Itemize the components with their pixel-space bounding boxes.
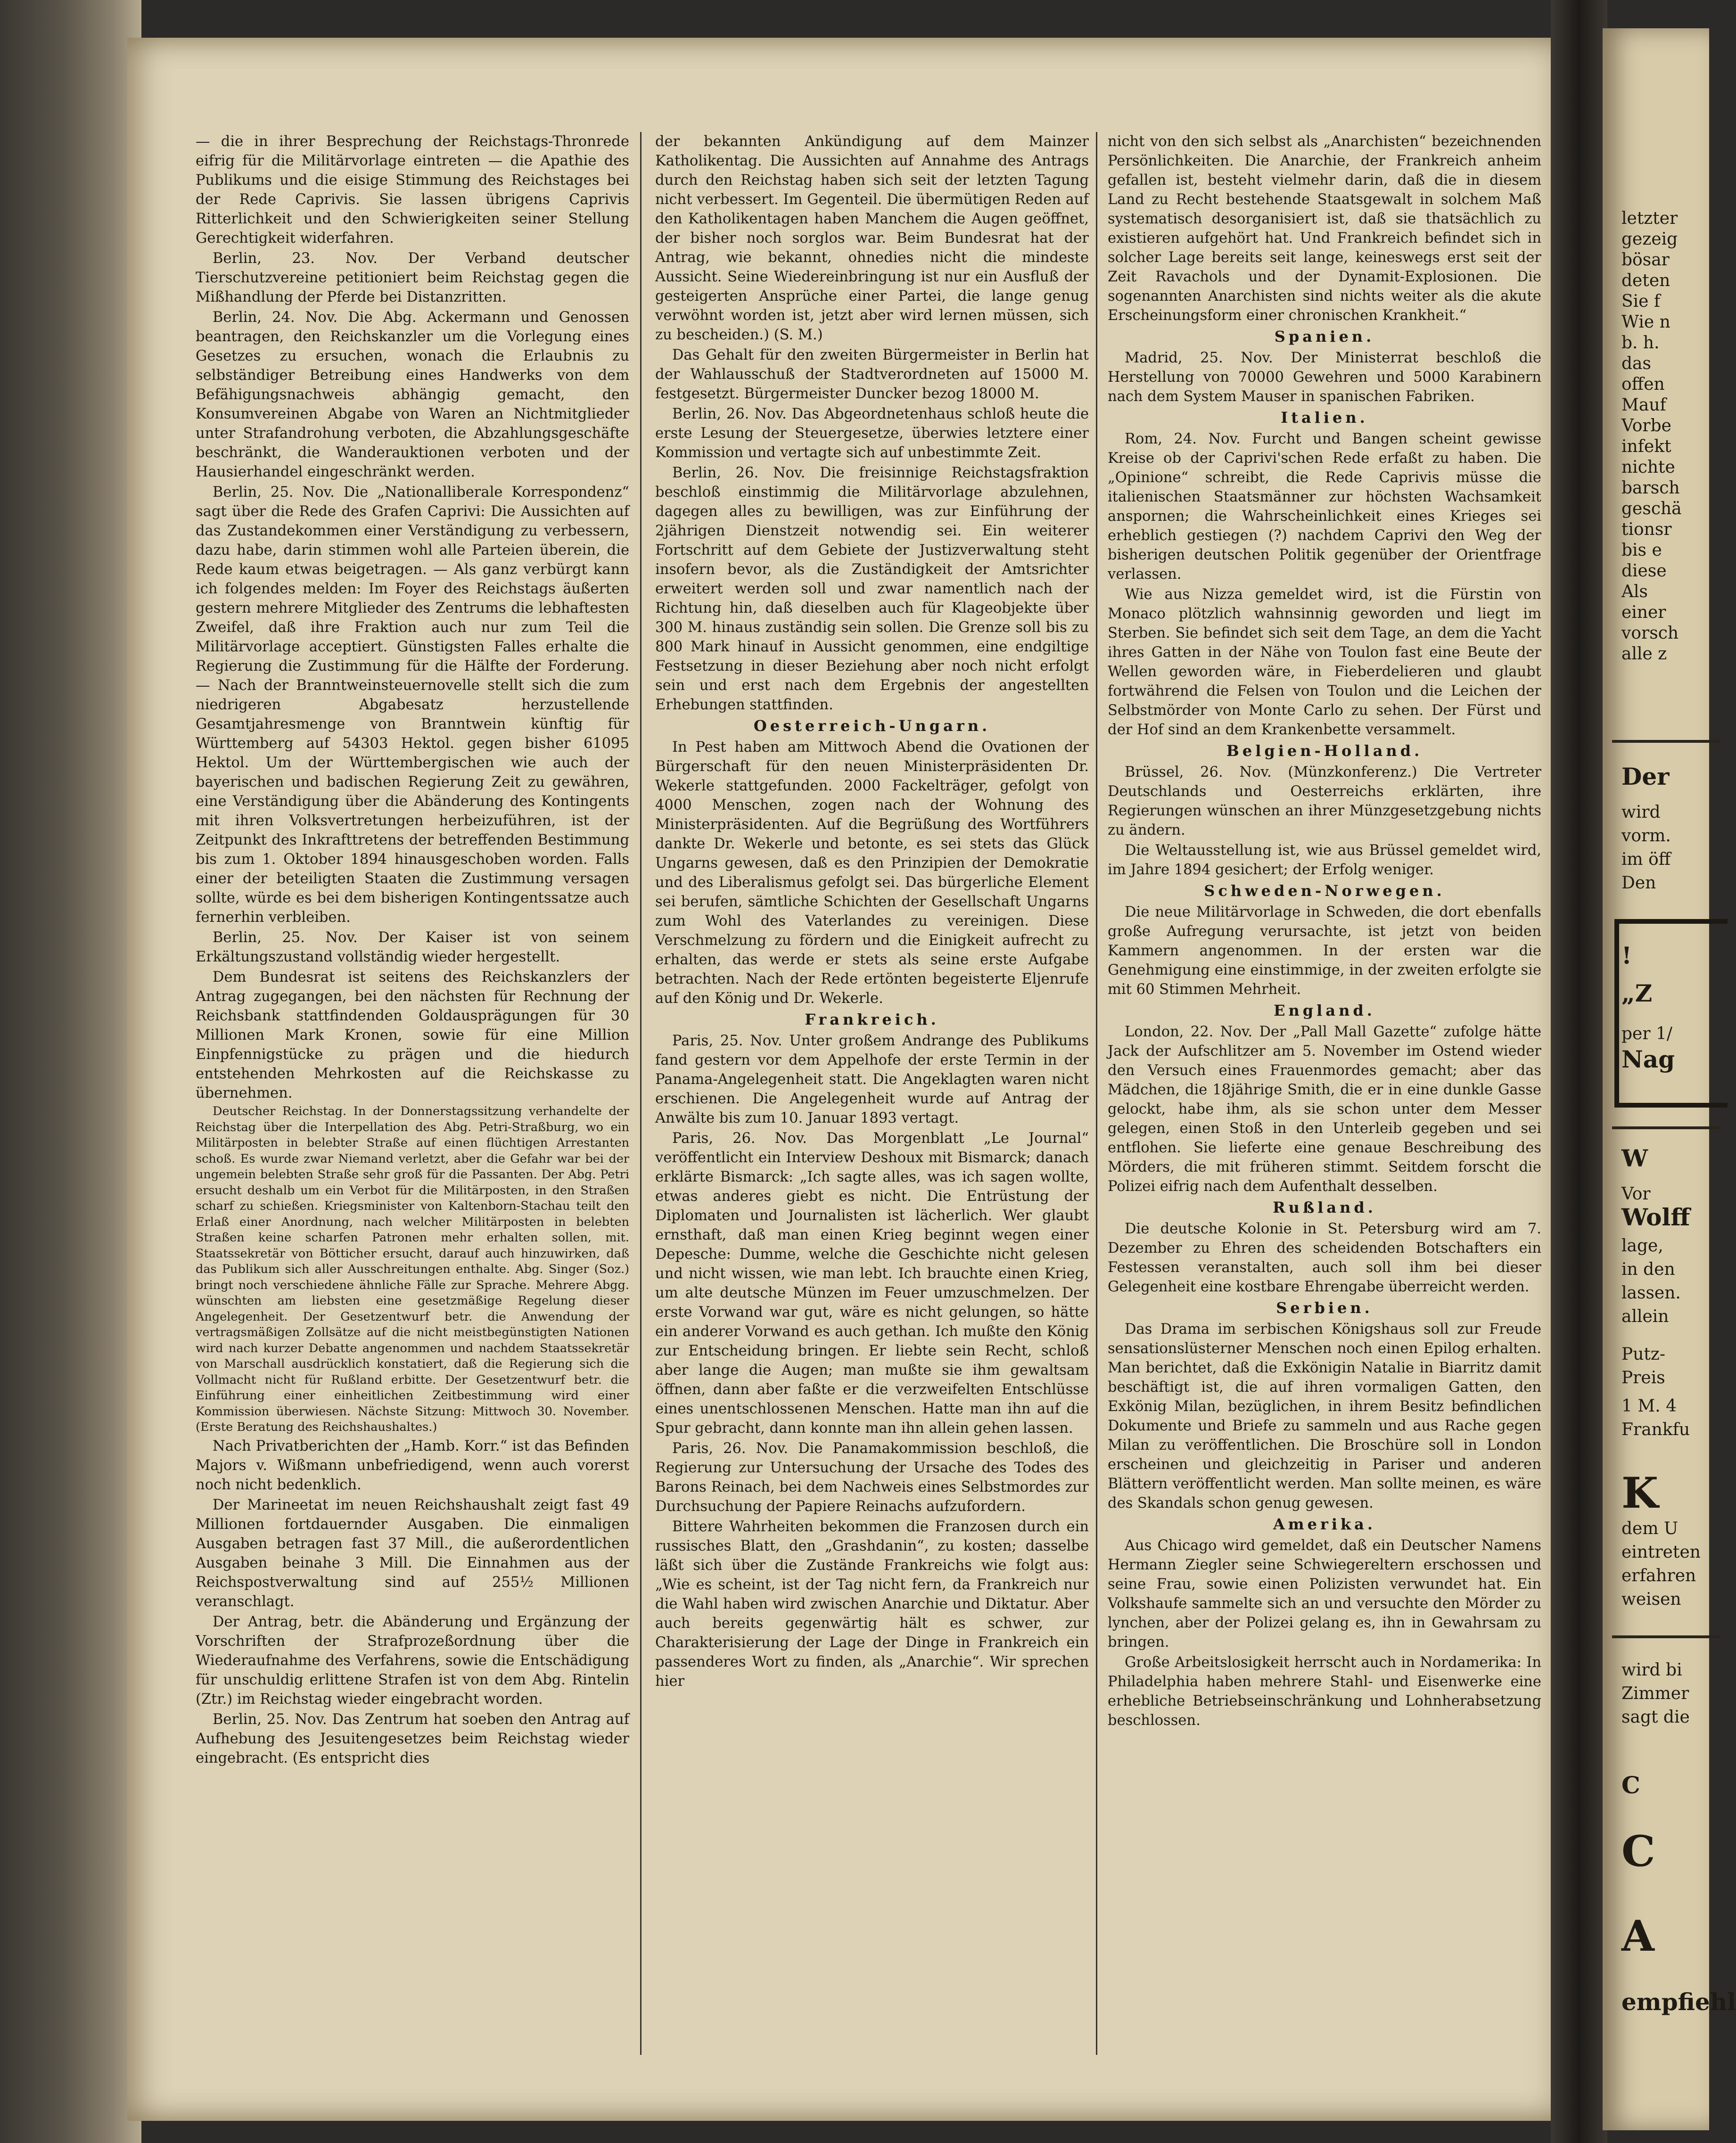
next-page-fragment: geschä <box>1621 499 1682 518</box>
news-paragraph: Große Arbeitslosigkeit herrscht auch in Nordamerika: In Philadelphia haben mehrere Stahl- und Eisenwerke eine erhebliche Betriebseinschränkung und Lohnherabsetzung beschlossen. <box>1108 1654 1541 1729</box>
next-page-fragment: Preis <box>1621 1368 1665 1388</box>
next-page-fragment: Zimmer <box>1621 1684 1689 1703</box>
next-page-fragment: offen <box>1621 375 1665 394</box>
divider <box>1612 740 1720 743</box>
next-page-fragment: Vor <box>1621 1184 1651 1204</box>
news-paragraph: — die in ihrer Besprechung der Reichstags-Thronrede eifrig für die Militärvorlage eintreten — die Apathie des Publikums und die eisige Stimmung des Reichstages bei der Rede Caprivis. Sie lassen übrigens Caprivis Ritterlichkeit und den Schwierigkeiten seiner Stellung Gerechtigkeit widerfahren. <box>196 133 629 246</box>
next-page-fragment: C <box>1621 1826 1655 1876</box>
next-page-fragment: gezeig <box>1621 230 1678 249</box>
next-page-fragment: C <box>1621 1771 1640 1799</box>
news-paragraph: Berlin, 25. Nov. Die „Nationalliberale Korrespondenz“ sagt über die Rede des Grafen Caprivi: Die Aussichten auf das Zustandekommen einer Verständigung zu verbessern, dazu habe, darin stimmen wohl alle Parteien überein, die Rede kaum etwas beigetragen. — Als ganz verbürgt kann ich folgendes melden: Im Foyer des Reichstags äußerten gestern mehrere Mitglieder des Zentrums die lebhaftesten Zweifel, daß ihre Fraktion auch nur zum Teil die Militärvorlage acceptiert. Günstigsten Falles erhalte die Regierung die Zustimmung für die Hälfte der Forderung. — Nach der Branntweinsteuernovelle stellt sich die zum niedrigeren Abgabesatz herzustellende Gesamtjahresmenge von Branntwein künftig für Württemberg auf 54303 Hektol. gegen bisher 61095 Hektol. Um der Württembergischen wie auch der bayerischen und badischen Regierung Zeit zu gewähren, eine Verständigung über die Abänderung des Kontingents mit ihren Volksvertretungen herbeizuführen, ist der Zeitpunkt des Inkrafttretens der betreffenden Bestimmung bis zum 1. Oktober 1894 hinausgeschoben worden. Falls einer der beteiligten Staaten die Zustimmung versagen sollte, würde es bei dem bisherigen Kontingentssatze auch fernerhin verbleiben. <box>196 484 629 926</box>
next-page-fragment: Frankfu <box>1621 1420 1690 1439</box>
divider <box>1612 1635 1720 1638</box>
next-page-fragment: bis e <box>1621 541 1662 560</box>
next-page-fragment: dem U <box>1621 1519 1678 1538</box>
next-page-fragment: lage, <box>1621 1236 1663 1256</box>
next-page-fragment: K <box>1621 1468 1659 1518</box>
news-paragraph: Berlin, 25. Nov. Das Zentrum hat soeben den Antrag auf Aufhebung des Jesuitengesetzes beim Reichstag wieder eingebracht. (Es entspricht dies <box>196 1711 629 1766</box>
next-page-fragment: erfahren <box>1621 1566 1696 1585</box>
news-paragraph: Dem Bundesrat ist seitens des Reichskanzlers der Antrag zugegangen, bei den nächsten für Rechnung der Reichsbank stattfindenden Goldausprägungen für 30 Millionen Mark Kronen, sowie für eine Million Einpfennigstücke zu prägen und die hiedurch entstehenden Mehrkosten auf die Reichskasse zu übernehmen. <box>196 969 629 1101</box>
news-paragraph: Paris, 26. Nov. Das Morgenblatt „Le Journal“ veröffentlicht ein Interview Deshoux mit Bismarck; danach erklärte Bismarck: „Ich sagte alles, was ich sagen wollte, etwas anderes giebt es nicht. Die Entrüstung der Diplomaten und Journalisten ist lächerlich. Wer glaubt ernsthaft, daß man einen Krieg beginnt wegen einer Depesche: Dumme, welche die Geschichte nicht gelesen und nicht wissen, wie man lebt. Ich brauchte einen Krieg, um alte deutsche Münzen im Feuer umzuschmelzen. Der erste Vorwand war gut, wäre es nicht gelungen, so hätte ein anderer Vorwand es auch gethan. Ich mußte den König zur Entscheidung bringen. Er liebte sein Recht, schloß aber lange die Augen; man mußte sie ihm gewaltsam öffnen, dann aber faßte er die verzweifelten Entschlüsse eines unentschlossenen Menschen. Hatte man ihn auf die Spur gebracht, dann konnte man ihn allein gehen lassen. <box>655 1130 1089 1437</box>
section-heading: Frankreich. <box>805 1010 939 1028</box>
section-heading: Belgien-Holland. <box>1226 742 1423 760</box>
section-heading: Serbien. <box>1276 1299 1373 1317</box>
next-page-fragment: Den <box>1621 873 1656 893</box>
next-page-fragment: nichte <box>1621 458 1675 477</box>
news-paragraph: Das Drama im serbischen Königshaus soll zur Freude sensationslüsterner Menschen noch einen Epilog erhalten. Man berichtet, daß die Exkönigin Natalie in Biarritz damit beschäftigt ist, die auf ihren vormaligen Gatten, den Exkönig Milan, bezüglichen, in ihrem Besitz befindlichen Dokumente und Briefe zu sammeln und aus Rache gegen Milan zu veröffentlichen. Die Broschüre soll in London erscheinen und gleichzeitig in Pariser und anderen Blättern veröffentlicht werden. Man sollte meinen, es wäre des Skandals schon genug gewesen. <box>1108 1321 1541 1511</box>
next-page-fragment: tionsr <box>1621 520 1672 539</box>
news-paragraph: In Pest haben am Mittwoch Abend die Ovationen der Bürgerschaft für den neuen Ministerpräsidenten Dr. Wekerle stattgefunden. 2000 Fackelträger, gefolgt von 4000 Menschen, zogen nach der Wohnung des Ministerpräsidenten. Auf die Begrüßung des Wortführers dankte Dr. Wekerle und betonte, es sei stets das Glück Ungarns gewesen, daß es den Prinzipien der Demokratie und des Liberalismus gefolgt sei. Das bürgerliche Element sei berufen, sämtliche Schichten der Gesellschaft Ungarns zum Wohl des Vaterlandes zu vereinigen. Diese Verschmelzung zu fördern und die Einigkeit aufrecht zu erhalten, das werde er stets als seine erste Aufgabe betrachten. Nach der Rede ertönten begeisterte Eljenrufe auf den König und Dr. Wekerle. <box>655 739 1089 1007</box>
next-page-fragment: W <box>1621 1144 1648 1172</box>
next-page-fragment: deten <box>1621 271 1670 290</box>
news-paragraph: nicht von den sich selbst als „Anarchisten“ bezeichnenden Persönlichkeiten. Die Anarchie, der Frankreich anheim gefallen ist, besteht vielmehr darin, daß die in diesem Land zu Recht bestehende Staatsgewalt in solchem Maß systematisch desorganisiert ist, daß sie thatsächlich zu existieren aufgehört hat. Und Frankreich befindet sich in solcher Lage bereits seit lange, keineswegs erst seit der Zeit Ravachols und der Dynamit-Explosionen. Die sogenannten Anarchisten sind nichts weiter als die akute Erscheinungsform einer chronischen Krankheit.“ <box>1108 133 1541 324</box>
article-column-2 <box>655 132 1089 2055</box>
next-page-fragment: per 1/ <box>1621 1024 1673 1043</box>
next-page-fragment: barsch <box>1621 478 1680 498</box>
article-column-1 <box>196 132 629 2055</box>
news-paragraph: Die Weltausstellung ist, wie aus Brüssel gemeldet wird, im Jahre 1894 gesichert; der Erfolg weniger. <box>1108 842 1541 878</box>
next-page-fragment: A <box>1621 1911 1654 1961</box>
next-page-fragment: Wolff <box>1621 1203 1690 1231</box>
next-page-fragment: Als <box>1621 582 1648 601</box>
news-paragraph: Berlin, 26. Nov. Das Abgeordnetenhaus schloß heute die erste Lesung der Steuergesetze, überwies letztere einer Kommission und vertagte sich auf unbestimmte Zeit. <box>655 406 1089 461</box>
next-page-fragment: Wie n <box>1621 312 1670 332</box>
section-heading: Italien. <box>1281 409 1368 427</box>
section-heading: Amerika. <box>1273 1515 1376 1533</box>
next-page-fragment: im öff <box>1621 850 1671 869</box>
next-page-fragment: eintreten <box>1621 1543 1701 1562</box>
next-page-fragment: ! <box>1621 942 1632 969</box>
news-paragraph: Das Gehalt für den zweiten Bürgermeister in Berlin hat der Wahlausschuß der Stadtverordneten auf 15000 M. festgesetzt. Bürgermeister Duncker bezog 18000 M. <box>655 347 1089 402</box>
news-paragraph: Nach Privatberichten der „Hamb. Korr.“ ist das Befinden Majors v. Wißmann unbefriedigend, wenn auch vorerst noch nicht bedenklich. <box>196 1437 629 1493</box>
news-paragraph: Wie aus Nizza gemeldet wird, ist die Fürstin von Monaco plötzlich wahnsinnig geworden und liegt im Sterben. Sie befindet sich seit dem Tage, an dem die Yacht ihres Gatten in der Nähe von Toulon fast eine Beute der Wellen geworden wäre, in Fieberdelieren und glaubt fortwährend die Felsen von Toulon und die Leichen der Selbstmörder von Monte Carlo zu sehen. Der Fürst und der Hof sind an dem Krankenbette versammelt. <box>1108 586 1541 738</box>
news-paragraph: Madrid, 25. Nov. Der Ministerrat beschloß die Herstellung von 70000 Gewehren und 5000 Karabinern nach dem System Mauser in spanischen Fabriken. <box>1108 350 1541 405</box>
next-page-fragment: diese <box>1621 561 1667 581</box>
column-rule <box>1096 132 1097 2055</box>
page-gutter <box>1551 0 1607 2143</box>
next-page-fragment: Sie f <box>1621 292 1661 311</box>
divider <box>1612 1126 1720 1129</box>
next-page-fragment: letzter <box>1621 209 1678 228</box>
news-paragraph: Die deutsche Kolonie in St. Petersburg wird am 7. Dezember zu Ehren des scheidenden Botschafters ein Festessen veranstalten, auch soll ihm bei dieser Gelegenheit eine kostbare Ehrengabe überreicht werden. <box>1108 1221 1541 1295</box>
next-page-fragment: in den <box>1621 1260 1675 1279</box>
news-paragraph: Berlin, 23. Nov. Der Verband deutscher Tierschutzvereine petitioniert beim Reichstag gegen die Mißhandlung der Pferde bei Distanzritten. <box>196 250 629 305</box>
next-page-fragment: Putz- <box>1621 1345 1666 1364</box>
news-paragraph: Berlin, 26. Nov. Die freisinnige Reichstagsfraktion beschloß einstimmig die Militärvorlage abzulehnen, dagegen alles zu bewilligen, was zur Einführung der 2jährigen Dienstzeit notwendig sei. Ein weiterer Fortschritt auf dem Gebiete der Justizverwaltung steht insofern bevor, als die Zuständigkeit der Amtsrichter erweitert werden soll und zwar namentlich nach der Richtung hin, daß dieselben auch für Klageobjekte über 300 M. hinaus zuständig sein sollen. Die Grenze soll bis zu 800 Mark hinauf in Aussicht genommen, eine endgiltige Festsetzung in dieser Beziehung aber noch nicht erfolgt sein und erst nach dem Ergebnis der angestellten Erhebungen stattfinden. <box>655 465 1089 713</box>
news-paragraph: Berlin, 24. Nov. Die Abg. Ackermann und Genossen beantragen, den Reichskanzler um die Vorlegung eines Gesetzes zu ersuchen, wonach die Erlaubnis zu selbständiger Betreibung eines Handwerks von dem Befähigungsnachweis abhängig gemacht, den Konsumvereinen Abgabe von Waren an Nichtmitglieder unter Strafandrohung verboten, die Abzahlungsgeschäfte beschränkt, die Wanderauktionen verboten und der Hausierhandel eingeschränkt werden. <box>196 309 629 480</box>
next-page-fragment: infekt <box>1621 437 1671 456</box>
article-column-3 <box>1108 132 1541 2055</box>
next-page-fragment: bösar <box>1621 250 1670 270</box>
book-binding <box>0 0 141 2143</box>
next-page-fragment: wird <box>1621 803 1661 822</box>
next-page-fragment: weisen <box>1621 1590 1681 1609</box>
next-page-fragment: Der <box>1621 763 1670 790</box>
column-rule <box>640 132 642 2055</box>
next-page-fragment: alle z <box>1621 644 1667 664</box>
next-page-fragment: b. h. <box>1621 333 1660 353</box>
news-paragraph: Brüssel, 26. Nov. (Münzkonferenz.) Die Vertreter Deutschlands und Oesterreichs erklärten, ihre Regierungen wünschen an ihrer Münzgesetzgebung nichts zu ändern. <box>1108 764 1541 838</box>
section-heading: Spanien. <box>1274 328 1375 345</box>
section-heading: Rußland. <box>1273 1199 1376 1216</box>
next-page-fragment: 1 M. 4 <box>1621 1396 1677 1416</box>
news-paragraph: Der Marineetat im neuen Reichshaushalt zeigt fast 49 Millionen fortdauernder Ausgaben. Die einmaligen Ausgaben betragen fast 37 Mill., die außerordentlichen Ausgaben beinahe 3 Mill. Die Einnahmen aus der Reichspostverwaltung sind auf 255½ Millionen veranschlagt. <box>196 1496 629 1610</box>
next-page-fragment: einer <box>1621 603 1666 622</box>
news-paragraph: Paris, 25. Nov. Unter großem Andrange des Publikums fand gestern vor dem Appelhofe der erste Termin in der Panama-Angelegenheit statt. Die Angeklagten waren nicht erschienen. Die Angelegenheit wurde auf Antrag der Anwälte bis zum 10. Januar 1893 vertagt. <box>655 1033 1089 1126</box>
news-paragraph: Berlin, 25. Nov. Der Kaiser ist von seinem Erkältungszustand vollständig wieder hergestellt. <box>196 929 629 965</box>
next-page-edge <box>1603 28 1736 2130</box>
section-heading: Oesterreich-Ungarn. <box>753 717 991 735</box>
next-page-fragment: Nag <box>1621 1045 1675 1073</box>
section-heading: England. <box>1274 1002 1375 1019</box>
news-paragraph: Paris, 26. Nov. Die Panamakommission beschloß, die Regierung zur Untersuchung der Ursache des Todes des Barons Reinach, bei dem Nachweis eines Selbstmordes zur Durchsuchung der Papiere Reinachs aufzufordern. <box>655 1440 1089 1515</box>
news-paragraph: Die neue Militärvorlage in Schweden, die dort ebenfalls große Aufregung verursachte, ist jetzt von beiden Kammern angenommen. In der ersten war die Genehmigung eine einstimmige, in der zweiten erfolgte sie mit 60 Stimmen Mehrheit. <box>1108 904 1541 998</box>
next-page-fragment: allein <box>1621 1307 1669 1326</box>
next-page-fragment: vorm. <box>1621 826 1671 846</box>
next-page-fragment: lassen. <box>1621 1283 1681 1303</box>
news-paragraph: Aus Chicago wird gemeldet, daß ein Deutscher Namens Hermann Ziegler seine Schwiegereltern erschossen und seine Frau, sowie einen Polizisten verwundet hat. Ein Volkshaufe sammelte sich an und versuchte den Mörder zu lynchen, aber der Polizei gelang es, ihn in Gewahrsam zu bringen. <box>1108 1537 1541 1650</box>
next-page-fragment: Vorbe <box>1621 416 1671 435</box>
section-heading: Schweden-Norwegen. <box>1204 882 1445 900</box>
news-paragraph: der bekannten Ankündigung auf dem Mainzer Katholikentag. Die Aussichten auf Annahme des Antrags durch den Reichstag haben sich seit der letzten Tagung nicht verbessert. Im Gegenteil. Die übermütigen Reden auf den Katholikentagen haben Manchem die Augen geöffnet, der bisher noch sorglos war. Beim Bundesrat hat der Antrag, wie bekannt, ohnedies nicht die mindeste Aussicht. Seine Wiedereinbringung ist nur ein Ausfluß der gesteigerten Ansprüche einer Partei, die lange genug verwöhnt worden ist, jetzt aber wird lernen müssen, sich zu bescheiden.) (S. M.) <box>655 133 1089 343</box>
next-page-fragment: vorsch <box>1621 624 1679 643</box>
reichstag-report: Deutscher Reichstag. In der Donnerstagssitzung verhandelte der Reichstag über die Interpellation des Abg. Petri-Straßburg, wo ein Militärposten in belebter Straße auf einen flüchtigen Arrestanten schoß. Es wurde zwar Niemand verletzt, aber die Gefahr war bei der ungemein belebten Straße sehr groß für die Passanten. Der Abg. Petri ersucht deshalb um ein Verbot für die Militärposten, in den Straßen scharf zu schießen. Kriegsminister von Kaltenborn-Stachau teilt den Erlaß einer Anordnung, nach welcher Militärposten in belebten Straßen keine scharfen Patronen mehr erhalten sollen, mit. Staatssekretär von Bötticher ersucht, darauf auch hinzuwirken, daß das Publikum sich aller Ausschreitungen enthalte. Abg. Singer (Soz.) bringt noch verschiedene ähnliche Fälle zur Sprache. Mehrere Abgg. wünschten am liebsten eine gesetzmäßige Regelung dieser Angelegenheit. Der Gesetzentwurf betr. die Anwendung der vertragsmäßigen Zollsätze auf die nicht meistbegünstigten Nationen wird nach kurzer Debatte angenommen und nachdem Staatssekretär von Marschall ausdrücklich konstatiert, daß die Regierung sich die Vollmacht nicht für Rußland erbitte. Der Gesetzentwurf betr. die Einführung einer einheitlichen Zeitbestimmung wird einer Kommission überwiesen. Nächste Sitzung: Mittwoch 30. November. (Erste Beratung des Reichshaushaltes.) <box>196 1104 629 1434</box>
next-page-fragment: Mauf <box>1621 395 1666 415</box>
news-paragraph: London, 22. Nov. Der „Pall Mall Gazette“ zufolge hätte Jack der Aufschlitzer am 5. November im Ostend wieder den Versuch eines Frauenmordes gemacht; aber das Mädchen, die 18jährige Smith, die er in eine dunkle Gasse gelockt, habe ihm, als sie schon unter dem Messer gelegen, einen Stoß in den Unterleib gegeben und sei entflohen. Sie lieferte eine genaue Beschreibung des Mörders, die mit früheren stimmt. Seitdem forscht die Polizei eifrig nach dem Aufenthalt desselben. <box>1108 1024 1541 1195</box>
next-page-fragment: sagt die <box>1621 1708 1690 1727</box>
next-page-fragment: „Z <box>1621 979 1653 1007</box>
news-paragraph: Rom, 24. Nov. Furcht und Bangen scheint gewisse Kreise ob der Caprivi'schen Rede erfaßt zu haben. Die „Opinione“ schreibt, die Rede Caprivis müsse die italienischen Staatsmänner zur höchsten Wachsamkeit anspornen; die Wahrscheinlichkeit eines Krieges sei erheblich gestiegen (?) nachdem Caprivi den Weg der bisherigen deutschen Politik gegenüber der Orientfrage verlassen. <box>1108 431 1541 583</box>
next-page-fragment: empfiehl <box>1621 1988 1736 2016</box>
next-page-fragment: wird bi <box>1621 1660 1682 1680</box>
news-paragraph: Der Antrag, betr. die Abänderung und Ergänzung der Vorschriften der Strafprozeßordnung über die Wiederaufnahme des Verfahrens, sowie die Entschädigung für unschuldig erlittene Strafen ist von dem Abg. Rintelin (Ztr.) im Reichstag wieder eingebracht worden. <box>196 1613 629 1708</box>
news-paragraph: Bittere Wahrheiten bekommen die Franzosen durch ein russisches Blatt, den „Grashdanin“, zu kosten; dasselbe läßt sich über die Zustände Frankreichs wie folgt aus: „Wie es scheint, ist der Tag nicht fern, da Frankreich nur die Wahl haben wird zwischen Anarchie und Diktatur. Aber auch bereits gegenwärtig hält es schwer, zur Charakterisierung der Lage der Dinge in Frankreich ein passenderes Wort zu finden, als „Anarchie“. Wir sprechen hier <box>655 1519 1089 1690</box>
next-page-fragment: das <box>1621 354 1651 373</box>
